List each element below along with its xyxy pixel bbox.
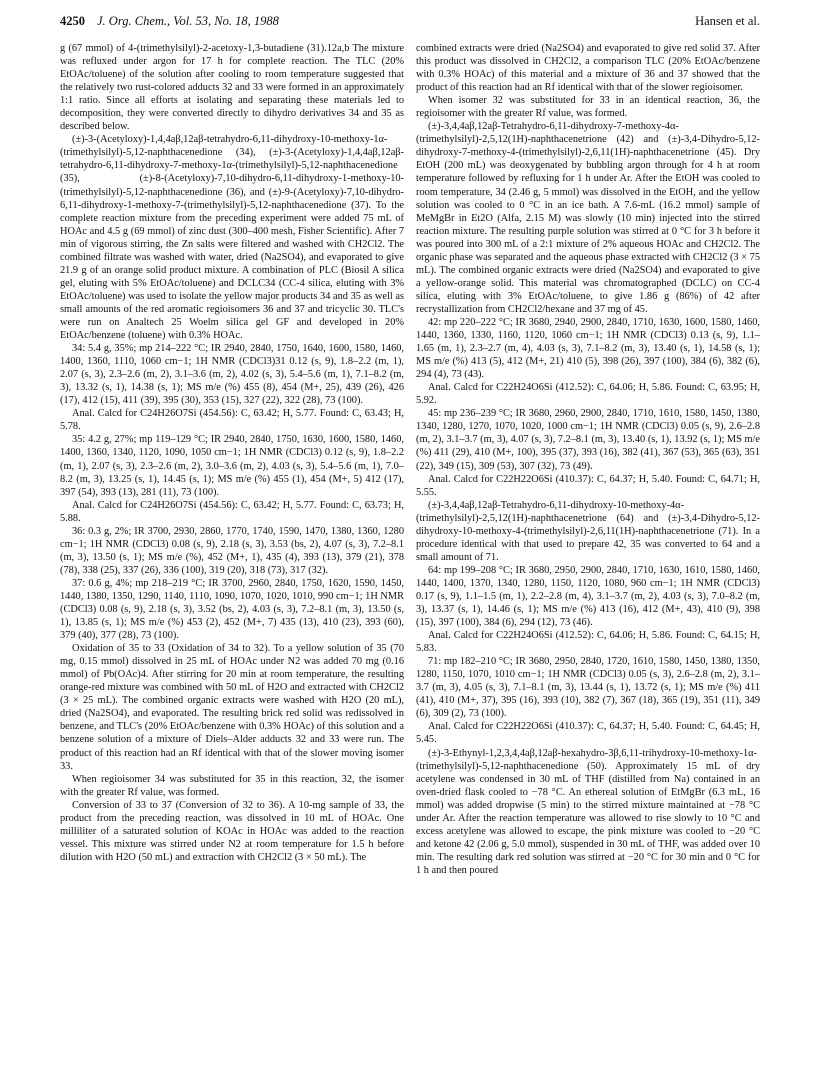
paragraph: Anal. Calcd for C22H24O6Si (412.52): C, 64.06; H, 5.86. Found: C, 64.15; H, 5.83.	[416, 630, 760, 655]
left-column	[60, 42, 404, 1057]
compound-heading-paragraph: (±)-3-Ethynyl-1,2,3,4,4aβ,12aβ-hexahydro-3β,6,11-trihydroxy-10-methoxy-1α-(trimethylsilyl)-5,12-naphthacenedione (50). Approximately 15 mL of dry acetylene was condensed in 30 mL of THF (distilled from Na) contained in an oven-dried flask cooled to −78 °C. An ethereal solution of EtMgBr (6.3 mL, 16 mmol) was added dropwise (5 min) to the stirred mixture maintained at −78 °C under Ar. After the reaction temperature was allowed to rise slowly to 10 °C and excess acetylene was allowed to escape, the pink mixture was cooled to −20 °C and ketone 42 (2.06 g, 5.0 mmol), suspended in 30 mL of THF, was added over 10 min. The resulting dark red solution was stirred at −20 °C for 30 min and 0 °C for 1 h and then poured	[416, 747, 760, 876]
right-column	[416, 42, 760, 1057]
compound-heading-paragraph: (±)-3-(Acetyloxy)-1,4,4aβ,12aβ-tetrahydro-6,11-dihydroxy-10-methoxy-1α-(trimethylsilyl)-5,12-naphthacenedione (34), (±)-3-(Acetyloxy)-1,4,4aβ,12aβ-tetrahydro-6,11-dihydroxy-7-methoxy-1α-(trimethylsilyl)-5,12-naphthacenedione (35), (±)-8-(Acetyloxy)-7,10-dihydro-6,11-dihydroxy-1-methoxy-10-(trimethylsilyl)-5,12-naphthacenedione (36), and (±)-9-(Acetyloxy)-7,10-dihydro-6,11-dihydroxy-1-methoxy-7-(trimethylsilyl)-5,12-naphthacenedione (37). To the complete reaction mixture from the preceding experiment were added 75 mL of HOAc and 4.5 g (69 mmol) of zinc dust (300–400 mesh, Fisher Scientific). After 7 min of vigorous stirring, the Zn salts were filtered and washed with CH2Cl2. The combined filtrate was washed with water, dried (Na2SO4), and evaporated to give 21.9 g of an orange solid product mixture. A combination of PLC (Biosil A silica gel, eluting with 5% EtOAc/toluene) and DCLC34 (CC-4 silica, eluting with 3% EtOAc/toluene) was used to isolate the yellow major products 34 and 35 as well as small amounts of the red aromatic regioisomers 36 and 37 and tricyclic 30. TLC's were run on Analtech 25 Woelm silica gel GF and developed in 20% EtOAc/benzene (toluene) with 0.3% HOAc.	[60, 134, 404, 342]
paragraph: 45: mp 236–239 °C; IR 3680, 2960, 2900, 2840, 1710, 1610, 1580, 1450, 1380, 1340, 1280, 1270, 1070, 1020, 1000 cm−1; 1H NMR (CDCl3) 0.05 (s, 9), 2.6–2.8 (m, 2), 3.1–3.7 (m, 3), 4.07 (s, 3), 7.2–8.1 (m, 3), 13.40 (s, 1), 13.92 (s, 1); MS m/e (%) 411 (29), 410 (M+, 100), 395 (37), 393 (16), 382 (41), 367 (53), 365 (63), 351 (22), 349 (15), 309 (53), 307 (32), 73 (49).	[416, 408, 760, 472]
paragraph: 36: 0.3 g, 2%; IR 3700, 2930, 2860, 1770, 1740, 1590, 1470, 1380, 1360, 1280 cm−1; 1H NMR (CDCl3) 0.08 (s, 9), 2.18 (s, 3), 3.53 (bs, 2), 4.07 (s, 3), 7.2–8.1 (m, 3), 13.50 (s, 1); MS m/e (%), 452 (M+, 1), 435 (4), 393 (13), 379 (21), 378 (78), 338 (25), 337 (26), 336 (100), 319 (20), 318 (73), 317 (32).	[60, 525, 404, 576]
paragraph: combined extracts were dried (Na2SO4) and evaporated to give red solid 37. After this product was dissolved in CH2Cl2, a comparison TLC (20% EtOAc/benzene with 0.3% HOAc) of this material and a mixture of 36 and 37 showed that the product of this reaction had an Rf identical with that of the slower regioisomer.	[416, 43, 760, 94]
paragraph: 34: 5.4 g, 35%; mp 214–222 °C; IR 2940, 2840, 1750, 1640, 1600, 1580, 1460, 1400, 1360, 1110, 1060 cm−1; 1H NMR (CDCl3)31 0.12 (s, 9), 1.8–2.2 (m, 1), 2.07 (s, 3), 2.3–2.6 (m, 2), 3.1–3.6 (m, 2), 4.02 (s, 3), 5.4–5.6 (m, 1), 7.1–8.2 (m, 3), 13.32 (s, 1), 14.38 (s, 1); MS m/e (%) 455 (8), 454 (M+, 25), 439 (26), 426 (17), 412 (15), 411 (39), 395 (30), 353 (15), 327 (22), 322 (28), 73 (100).	[60, 343, 404, 407]
paragraph: g (67 mmol) of 4-(trimethylsilyl)-2-acetoxy-1,3-butadiene (31).12a,b The mixture was refluxed under argon for 17 h for complete reaction. The TLC (20% EtOAc/toluene) of the solution after cooling to room temperature suggested that the relatively two rust-colored adducts 32 and 33 were formed in an approximately 1:1 ratio. Since all efforts at isolating and separating these materials led to decomposition, they were converted directly to dihydro derivatives 34 and 35 as described below.	[60, 43, 404, 133]
paragraph: Anal. Calcd for C24H26O7Si (454.56): C, 63.42; H, 5.77. Found: C, 63.43; H, 5.78.	[60, 408, 404, 433]
section-paragraph: Conversion of 33 to 37 (Conversion of 32 to 36). A 10-mg sample of 33, the product from the preceding reaction, was dissolved in 10 mL of HOAc. One milliliter of a saturated solution of KOAc in HOAc was added to the reaction vessel. This mixture was stirred under N2 at room temperature for 1.5 h before dilution with H2O (50 mL) and extraction with CH2Cl2 (3 × 50 mL). The	[60, 799, 404, 863]
compound-heading-paragraph: (±)-3,4,4aβ,12aβ-Tetrahydro-6,11-dihydroxy-7-methoxy-4α-(trimethylsilyl)-2,5,12(1H)-naphthacenetrione (42) and (±)-3,4-Dihydro-5,12-dihydroxy-7-methoxy-4-(trimethylsilyl)-2,6,11(1H)-naphthacenetrione (45). Dry EtOH (200 mL) was deoxygenated by bubbling argon through for 4 h at room temperature followed by refluxing for 1 h under Ar. After the EtOH was cooled to room temperature, 34 (2.46 g, 5 mmol) was dissolved in the EtOH, and the yellow solution was cooled to 0 °C in an ice bath. A 7.6-mL (16.2 mmol) sample of MeMgBr in Et2O (Alfa, 2.15 M) was slowly (10 min) injected into the stirred reaction mixture. The resulting purple solution was stirred at 0 °C for 3 h before it was poured into 300 mL of a 2:1 mixture of 2% aqueous HOAc and CH2Cl2. The organic phase was separated and the aqueous phase extracted with CH2Cl2 (3 × 75 mL). The combined organic extracts were dried (Na2SO4) and evaporated to give a yellow-orange solid. This material was chromatographed (DCLC) on CC-4 silica, eluting with 3% EtOAc/toluene, to give 1.86 g (86%) of 42 after recrystallization from CH2Cl2/hexane and 37 mg of 45.	[416, 121, 760, 315]
paragraph: When isomer 32 was substituted for 33 in an identical reaction, 36, the regioisomer with the greater Rf value, was formed.	[416, 95, 760, 120]
paragraph: Anal. Calcd for C24H26O7Si (454.56): C, 63.42; H, 5.77. Found: C, 63.73; H, 5.88.	[60, 499, 404, 524]
paragraph: 64: mp 199–208 °C; IR 3680, 2950, 2900, 2840, 1710, 1630, 1610, 1580, 1460, 1440, 1400, 1370, 1340, 1280, 1150, 1120, 1080, 960 cm−1; 1H NMR (CDCl3) 0.17 (s, 9), 1.1–1.5 (m, 1), 2.2–2.8 (m, 4), 3.1–3.7 (m, 2), 4.03 (s, 3), 7.0–8.2 (m, 3), 13.37 (s, 1), 14.46 (s, 1); MS m/e (%) 413 (16), 412 (M+, 43), 410 (9), 398 (15), 397 (100), 384 (6), 294 (12), 73 (46).	[416, 564, 760, 629]
section-paragraph: Oxidation of 35 to 33 (Oxidation of 34 to 32). To a yellow solution of 35 (70 mg, 0.15 mmol) dissolved in 25 mL of HOAc under N2 was added 70 mg (0.16 mmol) of Pb(OAc)4. After stirring for 20 min at room temperature, the resulting orange-red mixture was combined with 50 mL of H2O and extracted with CH2Cl2 (3 × 25 mL). The combined organic extracts were washed with H2O (20 mL), dried (Na2SO4), and evaporated. The resulting brick red solid was redissolved in benzene, and TLC's (20% EtOAc/benzene with 0.3% HOAc) of this solution and a benzene solution of a mixture of Diels–Alder adducts 32 and 33 were run. The product of this reaction had an Rf identical with that of the slower moving isomer 33.	[60, 643, 404, 772]
paragraph: 35: 4.2 g, 27%; mp 119–129 °C; IR 2940, 2840, 1750, 1630, 1600, 1580, 1460, 1400, 1360, 1340, 1120, 1090, 1050 cm−1; 1H NMR (CDCl3) 0.12 (s, 9), 1.8–2.2 (m, 1), 2.07 (s, 3), 2.3–2.6 (m, 2), 3.0–3.6 (m, 2), 4.03 (s, 3), 5.4–5.6 (m, 1), 7.0–8.2 (m, 3), 13.25 (s, 1), 14.45 (s, 1); MS m/e (%) 455 (1), 454 (M+, 5) 412 (17), 397 (54), 393 (13), 281 (11), 73 (100).	[60, 434, 404, 498]
paragraph: 42: mp 220–222 °C; IR 3680, 2940, 2900, 2840, 1710, 1630, 1600, 1580, 1460, 1440, 1360, 1330, 1160, 1120, 1060 cm−1; 1H NMR (CDCl3) 0.13 (s, 9), 1.1–1.65 (m, 1), 2.3–2.7 (m, 4), 4.03 (s, 3), 7.1–8.2 (m, 3), 13.40 (s, 1), 14.58 (s, 1); MS m/e (%) 413 (5), 412 (M+, 21) 410 (5), 398 (26), 397 (100), 384 (6), 382 (6), 294 (4), 73 (43).	[416, 316, 760, 381]
paragraph: Anal. Calcd for C22H22O6Si (410.37): C, 64.37; H, 5.40. Found: C, 64.71; H, 5.55.	[416, 473, 760, 498]
compound-heading-paragraph: (±)-3,4,4aβ,12aβ-Tetrahydro-6,11-dihydroxy-10-methoxy-4α-(trimethylsilyl)-2,5,12(1H)-naphthacenetrione (64) and (±)-3,4-Dihydro-5,12-dihydroxy-10-methoxy-4-(trimethylsilyl)-2,6,11(1H)-naphthacenetrione (71). In a procedure identical with that used to prepare 42, 35 was converted to 64 and a small amount of 71.	[416, 499, 760, 563]
paragraph: 71: mp 182–210 °C; IR 3680, 2950, 2840, 1720, 1610, 1580, 1450, 1380, 1350, 1280, 1150, 1070, 1010 cm−1; 1H NMR (CDCl3) 0.05 (s, 3), 2.6–2.8 (m, 2), 3.1–3.7 (m, 3), 4.05 (s, 3), 7.1–8.1 (m, 3), 13.44 (s, 1), 13.72 (s, 1); MS m/e (%) 411 (41), 410 (M+, 37), 395 (16), 393 (10), 382 (7), 367 (18), 365 (19), 351 (11), 349 (6), 309 (2), 73 (100).	[416, 656, 760, 720]
running-authors: Hansen et al.	[695, 14, 760, 28]
paragraph: Anal. Calcd for C22H24O6Si (412.52): C, 64.06; H, 5.86. Found: C, 63.95; H, 5.92.	[416, 382, 760, 407]
paragraph: When regioisomer 34 was substituted for 35 in this reaction, 32, the isomer with the greater Rf value, was formed.	[60, 773, 404, 798]
page-number: 4250	[60, 14, 85, 28]
paragraph: 37: 0.6 g, 4%; mp 218–219 °C; IR 3700, 2960, 2840, 1750, 1620, 1590, 1450, 1440, 1380, 1350, 1290, 1140, 1110, 1090, 1070, 1020, 1010, 990 cm−1; 1H NMR (CDCl3) 0.08 (s, 9), 2.18 (s, 3), 3.52 (bs, 2), 4.03 (s, 3), 7.2–8.1 (m, 3), 13.50 (s, 1), 13.85 (s, 1); MS m/e (%) 453 (2), 452 (M+, 7) 435 (13), 410 (23), 393 (60), 379 (40), 377 (28), 73 (100).	[60, 577, 404, 642]
running-header	[60, 14, 760, 36]
journal-citation: J. Org. Chem., Vol. 53, No. 18, 1988	[97, 14, 279, 28]
paragraph: Anal. Calcd for C22H22O6Si (410.37): C, 64.37; H, 5.40. Found: C, 64.45; H, 5.45.	[416, 721, 760, 746]
